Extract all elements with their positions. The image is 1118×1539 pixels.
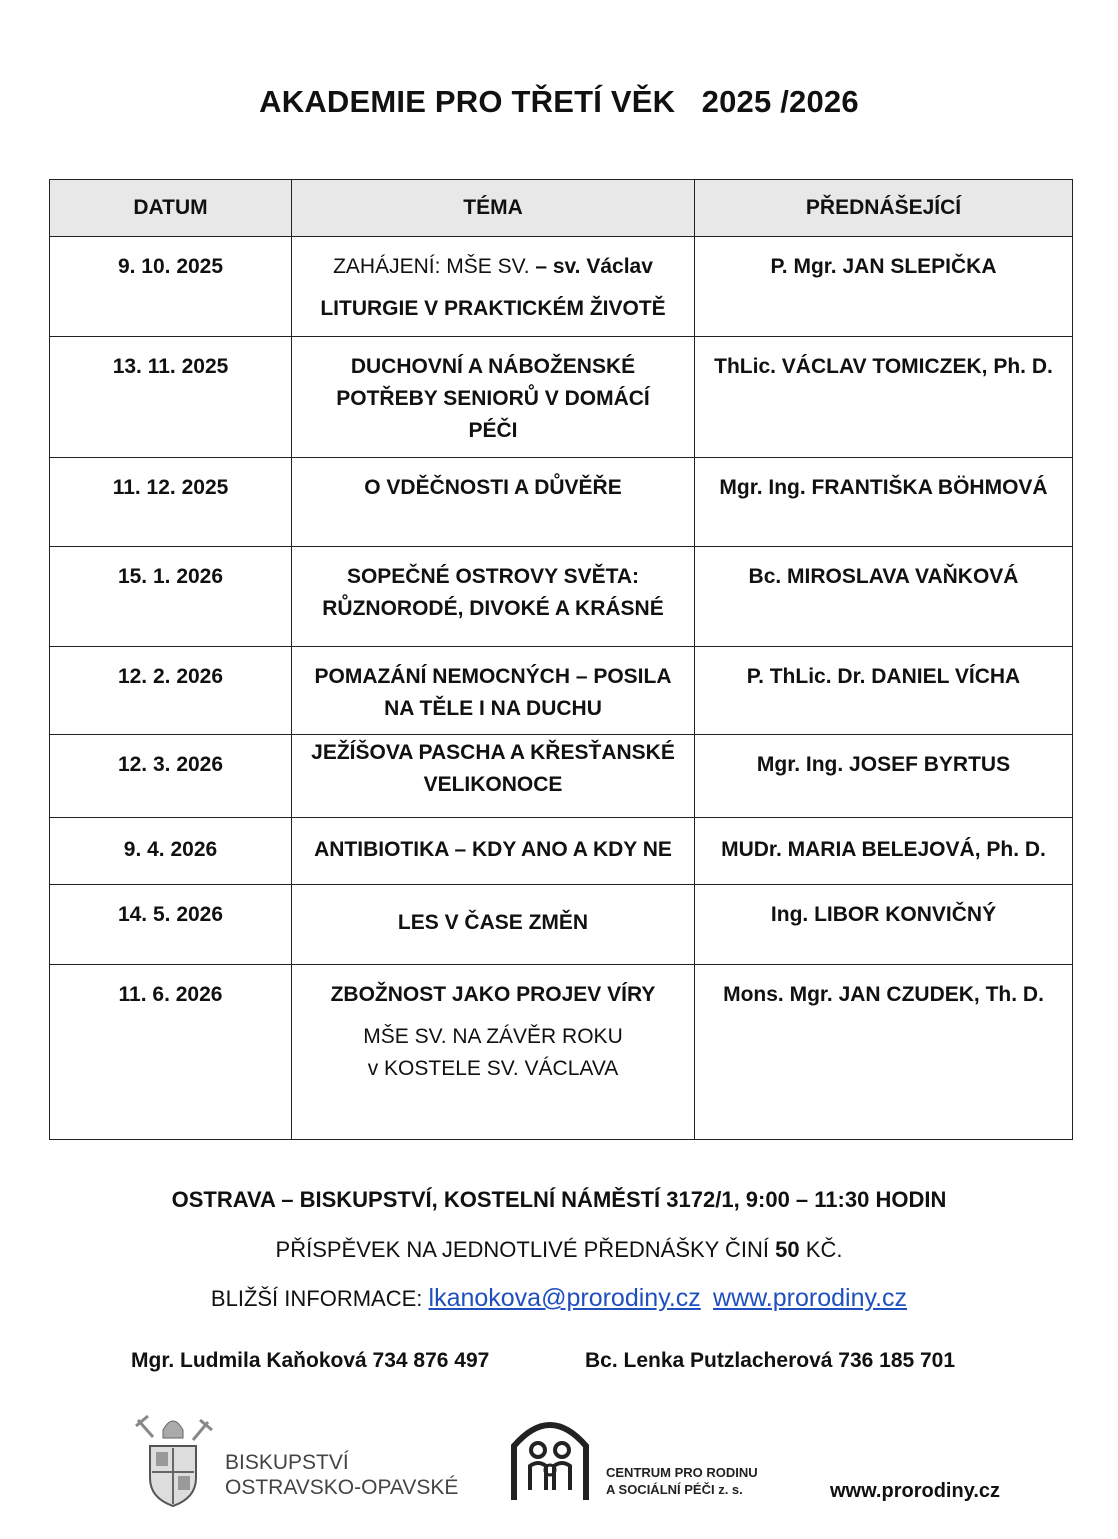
lecturer-text: MUDr. MARIA BELEJOVÁ, Ph. D. (721, 838, 1046, 861)
table-row (50, 647, 1073, 735)
info-label: BLIŽŠÍ INFORMACE: (210, 1286, 429, 1311)
date-cell (50, 547, 292, 647)
lecturer-cell (695, 337, 1073, 458)
date-text: 9. 4. 2026 (123, 838, 218, 861)
topic-cell (292, 965, 695, 1140)
date-cell (50, 337, 292, 458)
topic-text: POMAZÁNÍ NEMOCNÝCH – POSILA (314, 665, 672, 688)
topic-text: JEŽÍŠOVA PASCHA A KŘESŤANSKÉ (311, 741, 675, 764)
family-center-icon (508, 1410, 592, 1502)
topic-line (292, 769, 694, 801)
lecturer-text: Ing. LIBOR KONVIČNÝ (770, 903, 997, 926)
topic-text: ANTIBIOTIKA – KDY ANO A KDY NE (314, 838, 672, 861)
date-cell (50, 458, 292, 547)
date-cell (50, 237, 292, 337)
topic-line (292, 661, 694, 693)
table-row (50, 337, 1073, 458)
topic-extra: – sv. Václav (535, 255, 653, 278)
date-text: 9. 10. 2025 (117, 255, 224, 278)
date-text: 11. 12. 2025 (112, 476, 229, 499)
fee-amount: 50 (775, 1237, 800, 1262)
topic-line (292, 293, 694, 325)
topic-line (292, 1021, 694, 1053)
topic-line (292, 351, 694, 383)
topic-text: DUCHOVNÍ A NÁBOŽENSKÉ (350, 355, 636, 378)
topic-line (292, 737, 694, 769)
table-row (50, 458, 1073, 547)
date-text: 12. 2. 2026 (117, 665, 224, 688)
lecturer-cell (695, 965, 1073, 1140)
topic-text: LES V ČASE ZMĚN (397, 911, 589, 934)
topic-text: ZBOŽNOST JAKO PROJEV VÍRY (330, 983, 656, 1006)
diocese-line2: OSTRAVSKO-OPAVSKÉ (225, 1476, 459, 1499)
topic-cell (292, 458, 695, 547)
topic-line (292, 472, 694, 504)
lecturer-cell (695, 547, 1073, 647)
topic-cell (292, 237, 695, 337)
topic-line (292, 693, 694, 725)
lecturer-text: P. ThLic. Dr. DANIEL VÍCHA (746, 665, 1021, 688)
column-header-date: DATUM (50, 180, 292, 237)
fee-prefix: PŘÍSPĚVEK NA JEDNOTLIVÉ PŘEDNÁŠKY ČINÍ (275, 1237, 776, 1262)
date-text: 12. 3. 2026 (117, 753, 224, 776)
topic-text: RŮZNORODÉ, DIVOKÉ A KRÁSNÉ (322, 597, 664, 620)
topic-text: VELIKONOCE (423, 773, 563, 796)
topic-line (292, 834, 694, 866)
center-logo (508, 1410, 808, 1510)
footer-website: www.prorodiny.cz (830, 1480, 1001, 1502)
topic-text: PÉČI (468, 419, 518, 442)
topic-text: NA TĚLE I NA DUCHU (384, 697, 602, 720)
date-text: 13. 11. 2025 (112, 355, 229, 378)
topic-text: v KOSTELE SV. VÁCLAVA (367, 1057, 619, 1080)
date-cell (50, 885, 292, 965)
fee-suffix: KČ. (799, 1237, 843, 1262)
table-row (50, 237, 1073, 337)
topic-line (292, 1053, 694, 1085)
topic-cell (292, 647, 695, 735)
date-text: 11. 6. 2026 (118, 983, 223, 1006)
lecturer-text: P. Mgr. JAN SLEPIČKA (770, 255, 997, 278)
lecturer-cell (695, 237, 1073, 337)
table-header-row (50, 180, 1073, 237)
lecturer-text: Mgr. Ing. FRANTIŠKA BÖHMOVÁ (719, 476, 1048, 499)
lecturer-text: Mgr. Ing. JOSEF BYRTUS (756, 753, 1011, 776)
topic-cell (292, 885, 695, 965)
lecturer-text: ThLic. VÁCLAV TOMICZEK, Ph. D. (714, 355, 1053, 378)
diocese-crest-icon (128, 1412, 218, 1512)
topic-line (292, 383, 694, 415)
topic-line (292, 907, 694, 939)
date-cell (50, 735, 292, 818)
center-name (606, 1464, 758, 1498)
topic-line (292, 561, 694, 593)
column-header-topic: TÉMA (292, 180, 695, 237)
topic-line (292, 979, 694, 1011)
diocese-line1: BISKUPSTVÍ (225, 1451, 349, 1474)
lecturer-cell (695, 885, 1073, 965)
fee-line (0, 1237, 1118, 1263)
topic-text: LITURGIE V PRAKTICKÉM ŽIVOTĚ (320, 297, 666, 320)
location-line: OSTRAVA – BISKUPSTVÍ, KOSTELNÍ NÁMĚSTÍ 3172/1, 9:00 – 11:30 HODIN (171, 1187, 947, 1212)
topic-text: MŠE SV. NA ZÁVĚR ROKU (363, 1025, 623, 1048)
topic-text: POTŘEBY SENIORŮ V DOMÁCÍ (336, 387, 650, 410)
lecturer-cell (695, 647, 1073, 735)
page-title: AKADEMIE PRO TŘETÍ VĚK 2025 /2026 (259, 84, 859, 119)
column-header-lecturer: PŘEDNÁŠEJÍCÍ (695, 180, 1073, 237)
center-line2: A SOCIÁLNÍ PÉČI z. s. (606, 1482, 743, 1497)
topic-cell (292, 547, 695, 647)
diocese-logo (128, 1412, 468, 1512)
lecturer-text: Bc. MIROSLAVA VAŇKOVÁ (748, 565, 1019, 588)
email-link[interactable]: lkanokova@prorodiny.cz (428, 1284, 701, 1312)
center-line1: CENTRUM PRO RODINU (606, 1465, 758, 1480)
topic-line (292, 415, 694, 447)
website-link[interactable]: www.prorodiny.cz (713, 1284, 908, 1312)
topic-line (292, 593, 694, 625)
contact-2: Bc. Lenka Putzlacherová 736 185 701 (585, 1349, 956, 1372)
date-text: 14. 5. 2026 (117, 903, 224, 926)
date-cell (50, 647, 292, 735)
info-line (0, 1284, 1118, 1313)
lecturer-cell (695, 818, 1073, 885)
topic-cell (292, 735, 695, 818)
date-cell (50, 965, 292, 1140)
lecturer-cell (695, 735, 1073, 818)
date-cell (50, 818, 292, 885)
table-row (50, 818, 1073, 885)
schedule-table (49, 179, 1073, 1140)
topic-text: O VDĚČNOSTI A DŮVĚŘE (364, 476, 622, 499)
topic-cell (292, 818, 695, 885)
topic-text: SOPEČNÉ OSTROVY SVĚTA: (346, 565, 640, 588)
lecturer-cell (695, 458, 1073, 547)
table-row (50, 885, 1073, 965)
table-row (50, 547, 1073, 647)
topic-text: ZAHÁJENÍ: MŠE SV. (333, 255, 536, 278)
diocese-name (225, 1450, 458, 1500)
contact-1: Mgr. Ludmila Kaňoková 734 876 497 (131, 1349, 490, 1372)
table-row (50, 735, 1073, 818)
topic-cell (292, 337, 695, 458)
lecturer-text: Mons. Mgr. JAN CZUDEK, Th. D. (723, 983, 1044, 1006)
date-text: 15. 1. 2026 (117, 565, 224, 588)
topic-line (292, 251, 694, 283)
table-row (50, 965, 1073, 1140)
